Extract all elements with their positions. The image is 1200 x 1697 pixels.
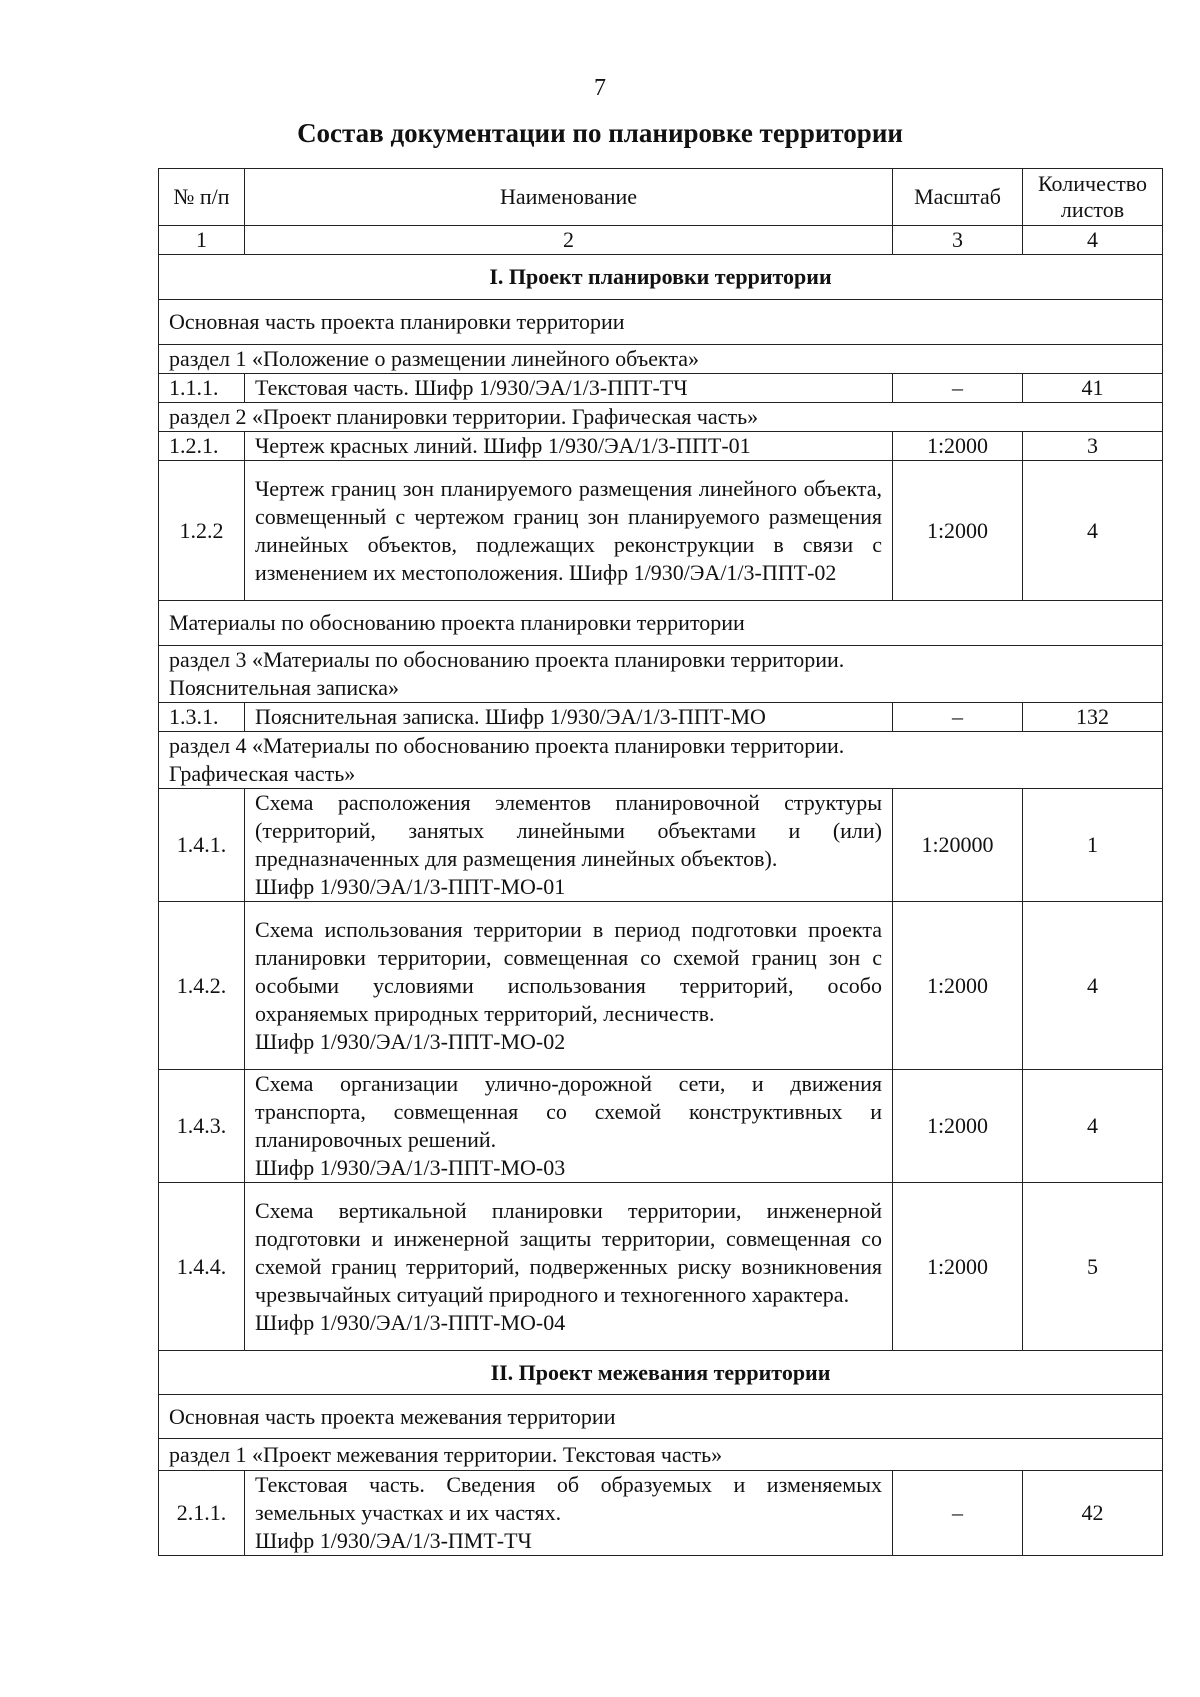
header-qty-line1: Количество — [1037, 171, 1148, 196]
row-num: 1.4.4. — [159, 1183, 245, 1351]
row-scale: – — [893, 1471, 1023, 1556]
row-scale: – — [893, 374, 1023, 403]
part1-title: I. Проект планировки территории — [159, 255, 1163, 300]
row-num: 1.1.1. — [159, 374, 245, 403]
section4-label — [159, 732, 1163, 789]
part2-title-row — [159, 1351, 1163, 1395]
section4-line2: Графическая часть» — [169, 761, 356, 786]
row-qty: 5 — [1023, 1183, 1163, 1351]
page-number: 7 — [594, 75, 606, 101]
row-num: 1.4.2. — [159, 902, 245, 1070]
section3-row — [159, 646, 1163, 703]
table-row — [159, 789, 1163, 902]
row-qty: 4 — [1023, 1070, 1163, 1183]
part2-title: II. Проект межевания территории — [159, 1351, 1163, 1395]
row-name: Чертеж границ зон планируемого размещения линейного объекта, совмещенный с чертежом границ зон планируемого размещения линейных объектов, подлежащих реконструкции в связи с изменением их местоположения. Шифр 1/930/ЭА/1/3-ППТ-02 — [245, 461, 893, 601]
part2-main-title: Основная часть проекта межевания территории — [159, 1395, 1163, 1439]
table-header-row — [159, 169, 1163, 226]
row-scale: 1:2000 — [893, 1070, 1023, 1183]
row-name-text: Схема использования территории в период подготовки проекта планировки территории, совмещенная со схемой границ зон с особыми условиями использования территорий, особо охраняемых природных территорий, лесничеств. — [255, 916, 882, 1026]
row-name — [245, 789, 893, 902]
table-row — [159, 902, 1163, 1070]
row-num: 1.2.2 — [159, 461, 245, 601]
part2-section1-row — [159, 1439, 1163, 1471]
section2-row — [159, 403, 1163, 432]
row-qty: 4 — [1023, 902, 1163, 1070]
row-num: 1.2.1. — [159, 432, 245, 461]
col-number-3: 3 — [893, 226, 1023, 255]
row-num: 2.1.1. — [159, 1471, 245, 1556]
col-number-1: 1 — [159, 226, 245, 255]
header-name: Наименование — [245, 169, 893, 226]
part1-title-row — [159, 255, 1163, 300]
row-name — [245, 1183, 893, 1351]
row-num: 1.4.1. — [159, 789, 245, 902]
table-row — [159, 1183, 1163, 1351]
row-name: Пояснительная записка. Шифр 1/930/ЭА/1/3-ППТ-МО — [245, 703, 893, 732]
row-name-text: Схема расположения элементов планировочной структуры (территорий, занятых линейными объектами и (или) предназначенных для размещения линейных объектов). — [255, 790, 882, 871]
row-num: 1.3.1. — [159, 703, 245, 732]
row-qty: 42 — [1023, 1471, 1163, 1556]
row-scale: – — [893, 703, 1023, 732]
row-code: Шифр 1/930/ЭА/1/3-ППТ-МО-03 — [255, 1155, 566, 1180]
row-name: Текстовая часть. Шифр 1/930/ЭА/1/3-ППТ-ТЧ — [245, 374, 893, 403]
table-row — [159, 703, 1163, 732]
row-code: Шифр 1/930/ЭА/1/3-ППТ-МО-04 — [255, 1309, 566, 1335]
row-name — [245, 1471, 893, 1556]
table-row — [159, 461, 1163, 601]
row-num: 1.4.3. — [159, 1070, 245, 1183]
row-code: Шифр 1/930/ЭА/1/3-ПМТ-ТЧ — [255, 1528, 532, 1553]
section4-line1: раздел 4 «Материалы по обоснованию проекта планировки территории. — [169, 733, 845, 758]
row-qty: 41 — [1023, 374, 1163, 403]
section4-row — [159, 732, 1163, 789]
row-scale: 1:2000 — [893, 432, 1023, 461]
part1-main-title: Основная часть проекта планировки территории — [159, 300, 1163, 345]
section2-label: раздел 2 «Проект планировки территории. Графическая часть» — [159, 403, 1163, 432]
section3-label — [159, 646, 1163, 703]
row-name — [245, 902, 893, 1070]
row-name — [245, 1070, 893, 1183]
section1-label: раздел 1 «Положение о размещении линейного объекта» — [159, 345, 1163, 374]
row-code: Шифр 1/930/ЭА/1/3-ППТ-МО-01 — [255, 874, 566, 899]
documentation-table — [158, 168, 1163, 1556]
row-scale: 1:2000 — [893, 1183, 1023, 1351]
part1-main-row — [159, 300, 1163, 345]
row-qty: 3 — [1023, 432, 1163, 461]
row-scale: 1:20000 — [893, 789, 1023, 902]
part2-section1-label: раздел 1 «Проект межевания территории. Текстовая часть» — [159, 1439, 1163, 1471]
col-number-4: 4 — [1023, 226, 1163, 255]
section3-line2: Пояснительная записка» — [169, 675, 400, 700]
section3-line1: раздел 3 «Материалы по обоснованию проекта планировки территории. — [169, 647, 845, 672]
materials-title: Материалы по обоснованию проекта планировки территории — [159, 601, 1163, 646]
header-qty — [1023, 169, 1163, 226]
header-qty-line2: листов — [1060, 197, 1125, 222]
part1-materials-row — [159, 601, 1163, 646]
table-row — [159, 374, 1163, 403]
header-scale: Масштаб — [893, 169, 1023, 226]
row-name-text: Схема вертикальной планировки территории, инженерной подготовки и инженерной защиты территории, совмещенная со схемой границ территорий, подверженных риску возникновения чрезвычайных ситуаций природного и техногенного характера. — [255, 1197, 882, 1307]
table-row — [159, 1070, 1163, 1183]
column-numbers-row — [159, 226, 1163, 255]
row-code: Шифр 1/930/ЭА/1/3-ППТ-МО-02 — [255, 1028, 566, 1054]
row-qty: 132 — [1023, 703, 1163, 732]
row-name-text: Схема организации улично-дорожной сети, и движения транспорта, совмещенная со схемой конструктивных и планировочных решений. — [255, 1071, 882, 1152]
row-qty: 4 — [1023, 461, 1163, 601]
page-title: Состав документации по планировке территории — [297, 118, 903, 148]
part2-main-row — [159, 1395, 1163, 1439]
row-scale: 1:2000 — [893, 902, 1023, 1070]
table-row — [159, 1471, 1163, 1556]
row-qty: 1 — [1023, 789, 1163, 902]
row-name-text: Текстовая часть. Сведения об образуемых и изменяемых земельных участках и их частях. — [255, 1472, 882, 1525]
header-num: № п/п — [159, 169, 245, 226]
section1-row — [159, 345, 1163, 374]
row-name: Чертеж красных линий. Шифр 1/930/ЭА/1/3-ППТ-01 — [245, 432, 893, 461]
col-number-2: 2 — [245, 226, 893, 255]
table-row — [159, 432, 1163, 461]
row-scale: 1:2000 — [893, 461, 1023, 601]
